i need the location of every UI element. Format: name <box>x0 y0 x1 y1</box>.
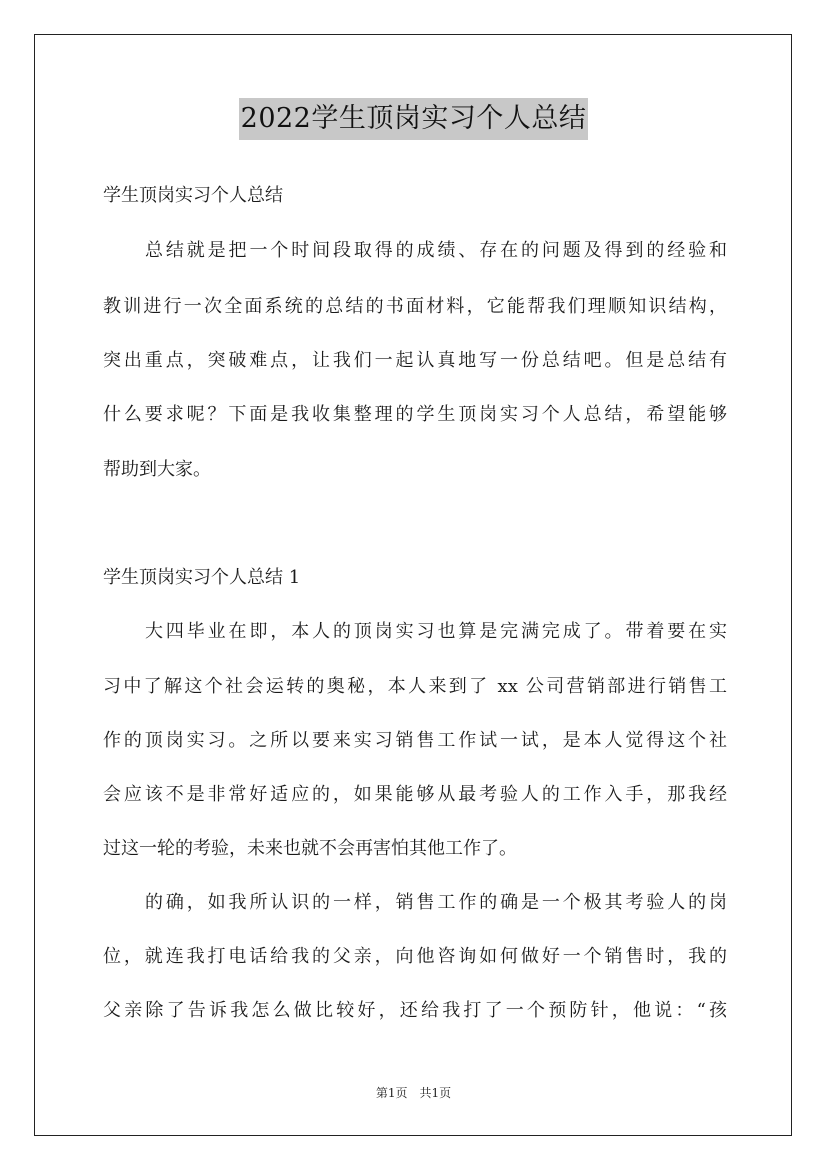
intro-line: 帮助到大家。 <box>103 459 211 480</box>
paragraph-line: 的确，如我所认识的一样，销售工作的确是一个极其考验人的岗 <box>145 892 727 913</box>
paragraph-line: 位，就连我打电话给我的父亲，向他咨询如何做好一个销售时，我的 <box>103 946 727 967</box>
document-title: 2022学生顶岗实习个人总结 <box>239 98 589 140</box>
paragraph-line: 父亲除了告诉我怎么做比较好，还给我打了一个预防针，他说：“孩 <box>103 1000 727 1021</box>
page-footer: 第1页 共1页 <box>375 1086 452 1100</box>
intro-line: 突出重点，突破难点，让我们一起认真地写一份总结吧。但是总结有 <box>103 350 727 371</box>
paragraph-line: 过这一轮的考验，未来也就不会再害怕其他工作了。 <box>103 838 517 859</box>
paragraph-line: 作的顶岗实习。之所以要来实习销售工作试一试，是本人觉得这个社 <box>103 730 727 751</box>
paragraph-line: 大四毕业在即，本人的顶岗实习也算是完满完成了。带着要在实 <box>145 621 727 642</box>
section-heading: 学生顶岗实习个人总结 <box>103 185 283 206</box>
intro-line: 总结就是把一个时间段取得的成绩、存在的问题及得到的经验和 <box>145 240 727 261</box>
intro-line: 教训进行一次全面系统的总结的书面材料，它能帮我们理顺知识结构， <box>103 296 727 317</box>
intro-line: 什么要求呢？下面是我收集整理的学生顶岗实习个人总结，希望能够 <box>103 404 727 425</box>
section-heading: 学生顶岗实习个人总结 1 <box>103 567 301 588</box>
paragraph-line: 习中了解这个社会运转的奥秘，本人来到了 xx 公司营销部进行销售工 <box>103 676 727 697</box>
paragraph-line: 会应该不是非常好适应的，如果能够从最考验人的工作入手，那我经 <box>103 784 727 805</box>
